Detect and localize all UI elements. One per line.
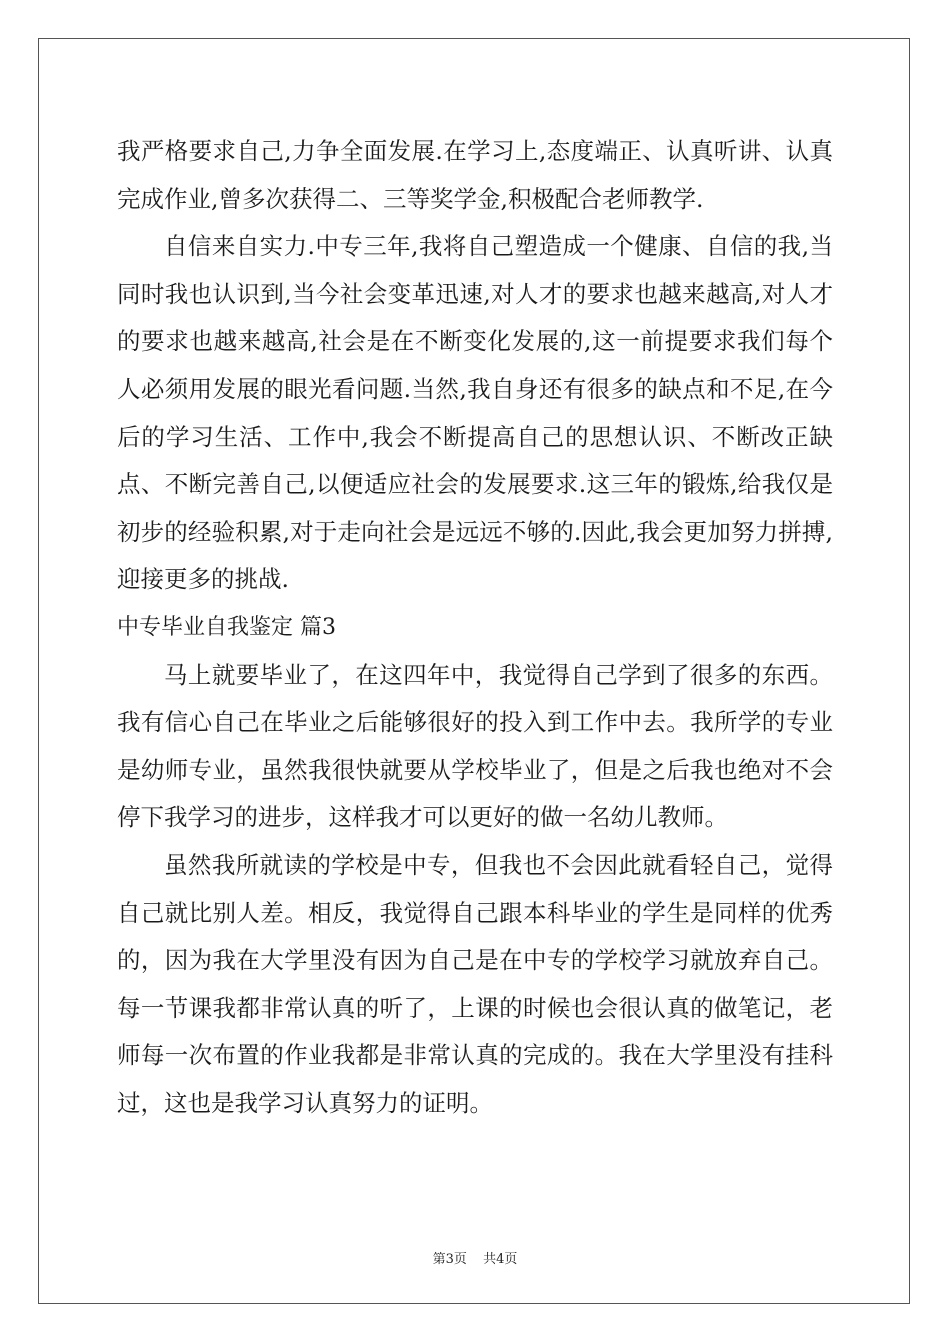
section-heading: 中专毕业自我鉴定 篇3	[117, 614, 336, 640]
current-page-number: 第3页	[432, 1252, 467, 1267]
paragraph-1: 我严格要求自己,力争全面发展.在学习上,态度端正、认真听讲、认真完成作业,曾多次获得二、三等奖学金,积极配合老师教学.	[117, 137, 833, 213]
paragraph-4: 虽然我所就读的学校是中专，但我也不会因此就看轻自己，觉得自己就比别人差。相反，我觉得自己跟本科毕业的学生是同样的优秀的，因为我在大学里没有因为自己是在中专的学校学习就放弃自己。每一节课我都非常认真的听了，上课的时候也会很认真的做笔记，老师每一次布置的作业我都是非常认真的完成的。我在大学里没有挂科过，这也是我学习认真努力的证明。	[117, 850, 833, 1117]
document-body	[117, 128, 833, 1127]
paragraph-2: 自信来自实力.中专三年,我将自己塑造成一个健康、自信的我,当同时我也认识到,当今社会变革迅速,对人才的要求也越来越高,对人才的要求也越来越高,社会是在不断变化发展的,这一前提要求我们每个人必须用发展的眼光看问题.当然,我自身还有很多的缺点和不足,在今后的学习生活、工作中,我会不断提高自己的思想认识、不断改正缺点、不断完善自己,以便适应社会的发展要求.这三年的锻炼,给我仅是初步的经验积累,对于走向社会是远远不够的.因此,我会更加努力拼搏,迎接更多的挑战.	[117, 232, 833, 594]
total-pages: 共4页	[483, 1252, 518, 1267]
paragraph-3: 马上就要毕业了，在这四年中，我觉得自己学到了很多的东西。我有信心自己在毕业之后能够很好的投入到工作中去。我所学的专业是幼师专业，虽然我很快就要从学校毕业了，但是之后我也绝对不会停下我学习的进步，这样我才可以更好的做一名幼儿教师。	[117, 660, 833, 832]
page-footer	[0, 1248, 950, 1267]
